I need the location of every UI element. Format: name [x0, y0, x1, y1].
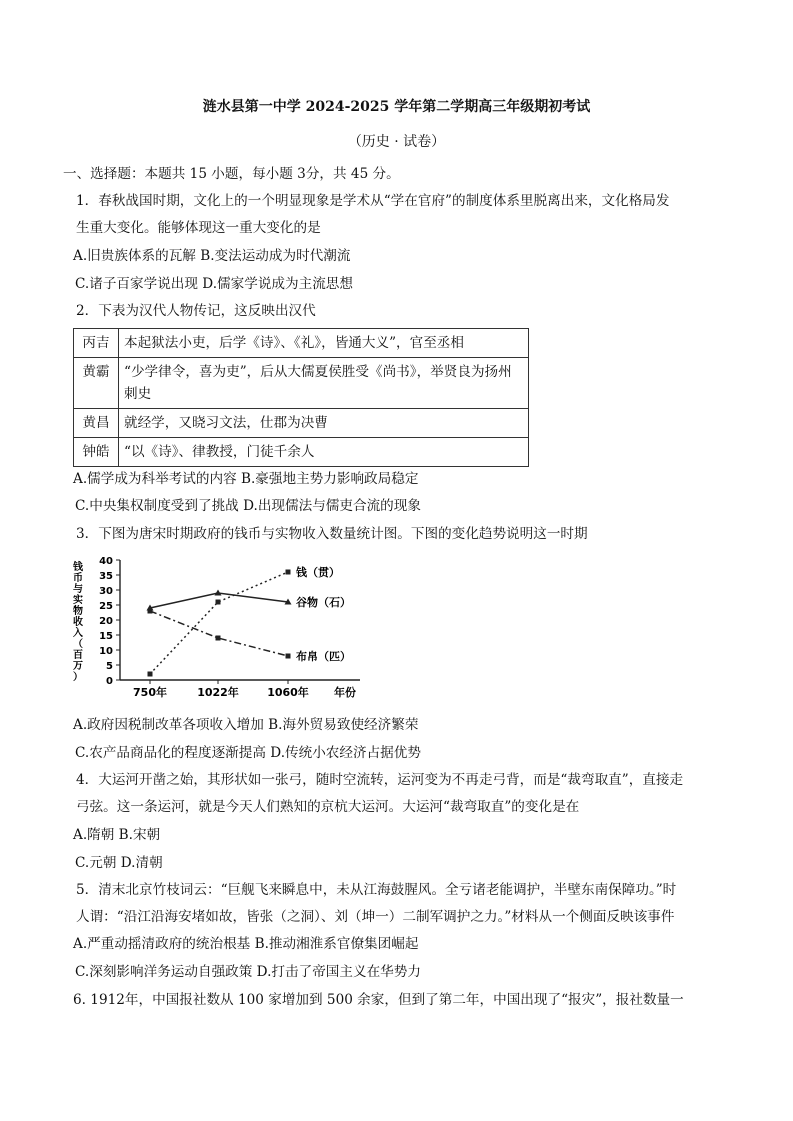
- chart-y-tick-label: 5: [106, 661, 113, 672]
- chart-y-axis-label-char: 与: [73, 584, 83, 595]
- table-cell-text: “少学律令，喜为吏”，后从大儒夏侯胜受《尚书》，举贤良为扬州刺史: [119, 358, 529, 409]
- chart-y-tick-label: 30: [99, 586, 113, 597]
- chart-y-tick-label: 10: [99, 646, 113, 657]
- chart-y-tick-label: 15: [99, 631, 113, 642]
- q5-options-line2: C.深刻影响洋务运动自强政策 D.打击了帝国主义在华势力: [75, 964, 421, 980]
- chart-x-axis-label: 年份: [334, 686, 356, 699]
- chart-y-tick-label: 20: [99, 616, 113, 627]
- q6-stem-line1: 6. 1912年，中国报社数从 100 家增加到 500 余家，但到了第二年，中国出现了“报灾”，报社数量一: [73, 992, 684, 1008]
- chart-x-tick-label: 750年: [133, 686, 167, 699]
- chart-point: [216, 636, 221, 641]
- q4-options-line2: C.元朝 D.清朝: [75, 855, 163, 871]
- chart-point: [216, 600, 221, 605]
- chart-series-label: 谷物（石）: [296, 596, 351, 609]
- chart-y-axis-label: [73, 560, 84, 683]
- chart-y-axis-label-char: （: [73, 639, 83, 650]
- q4-options-line1: A.隋朝 B.宋朝: [73, 827, 161, 843]
- chart-x-tick-label: 1022年: [197, 686, 239, 699]
- table-cell-name: 黄霸: [74, 358, 119, 409]
- chart-y-axis-label-char: ）: [73, 672, 83, 683]
- table-cell-text: 就经学，又晓习文法，仕郡为决曹: [119, 409, 529, 438]
- table-row: [74, 329, 529, 358]
- chart-x-tick-label: 1060年: [267, 686, 309, 699]
- chart-point: [148, 672, 153, 677]
- chart-y-axis-label-char: 实: [73, 595, 83, 606]
- chart-y-tick-label: 40: [99, 556, 113, 567]
- q1-options-line1: A.旧贵族体系的瓦解 B.变法运动成为时代潮流: [73, 248, 351, 264]
- table-cell-name: 钟皓: [74, 438, 119, 467]
- chart-y-axis-label-char: 百: [73, 650, 83, 661]
- q4-stem-line2: 弓弦。这一条运河，就是今天人们熟知的京杭大运河。大运河“裁弯取直”的变化是在: [76, 799, 580, 815]
- section-heading: 一、选择题：本题共 15 小题，每小题 3分，共 45 分。: [63, 166, 400, 182]
- q5-stem-line2: 人谓：“沿江沿海安堵如故，皆张（之洞）、刘（坤一）二制军调护之力。”材料从一个侧面反映该事件: [76, 909, 675, 925]
- q1-stem-line2: 生重大变化。能够体现这一重大变化的是: [76, 220, 321, 236]
- chart-series-line: [150, 611, 288, 656]
- chart-y-tick-label: 25: [99, 601, 113, 612]
- table-row: [74, 409, 529, 438]
- table-cell-name: 黄昌: [74, 409, 119, 438]
- q3-options-line2: C.农产品商品化的程度逐渐提高 D.传统小农经济占据优势: [75, 745, 421, 761]
- table-cell-text: 本起狱法小吏，后学《诗》、《礼》，皆通大义”，官至丞相: [119, 329, 529, 358]
- q2-biography-table: [73, 328, 529, 467]
- chart-point: [286, 570, 291, 575]
- exam-subtitle: （历史 · 试卷）: [347, 134, 446, 150]
- chart-y-axis-label-char: 钱: [73, 562, 83, 573]
- chart-y-axis-label-char: 币: [73, 573, 83, 584]
- table-row: [74, 358, 529, 409]
- chart-y-axis-label-char: 收: [73, 617, 83, 628]
- q5-options-line1: A.严重动摇清政府的统治根基 B.推动湘淮系官僚集团崛起: [73, 936, 419, 952]
- table-cell-text: “以《诗》、律教授，门徒千余人: [119, 438, 529, 467]
- chart-point: [148, 609, 153, 614]
- chart-point: [286, 654, 291, 659]
- chart-y-tick-label: 0: [106, 676, 113, 687]
- q3-options-line1: A.政府因税制改革各项收入增加 B.海外贸易致使经济繁荣: [73, 717, 419, 733]
- chart-series-label: 钱（贯）: [296, 566, 340, 579]
- q2-options-line1: A.儒学成为科举考试的内容 B.豪强地主势力影响政局稳定: [73, 471, 419, 487]
- q3-stem: 3．下图为唐宋时期政府的钱币与实物收入数量统计图。下图的变化趋势说明这一时期: [76, 526, 588, 542]
- exam-title: 涟水县第一中学 2024-2025 学年第二学期高三年级期初考试: [202, 99, 591, 115]
- q4-stem-line1: 4．大运河开凿之始，其形状如一张弓，随时空流转，运河变为不再走弓背，而是“裁弯取直”，直接走: [76, 772, 684, 788]
- chart-y-axis-label-char: 入: [73, 628, 83, 639]
- q1-options-line2: C.诸子百家学说出现 D.儒家学说成为主流思想: [75, 276, 353, 292]
- table-row: [74, 438, 529, 467]
- q1-stem-line1: 1．春秋战国时期，文化上的一个明显现象是学术从“学在官府”的制度体系里脱离出来，文化格局发: [76, 193, 670, 209]
- chart-y-axis-label-char: 万: [73, 661, 83, 672]
- chart-y-tick-label: 35: [99, 571, 113, 582]
- chart-series-label: 布帛（匹）: [296, 650, 351, 663]
- chart-y-axis-label-char: 物: [73, 606, 83, 617]
- q2-stem: 2．下表为汉代人物传记，这反映出汉代: [76, 303, 316, 319]
- q5-stem-line1: 5．清末北京竹枝词云：“巨舰飞来瞬息中，未从江海鼓腥风。全亏诸老能调护，半壁东南保障功。”时: [76, 882, 677, 898]
- q2-options-line2: C.中央集权制度受到了挑战 D.出现儒法与儒吏合流的现象: [75, 498, 421, 514]
- revenue-chart: [70, 548, 370, 703]
- table-cell-name: 丙吉: [74, 329, 119, 358]
- chart-series-line: [150, 572, 288, 674]
- chart-point: [215, 590, 222, 596]
